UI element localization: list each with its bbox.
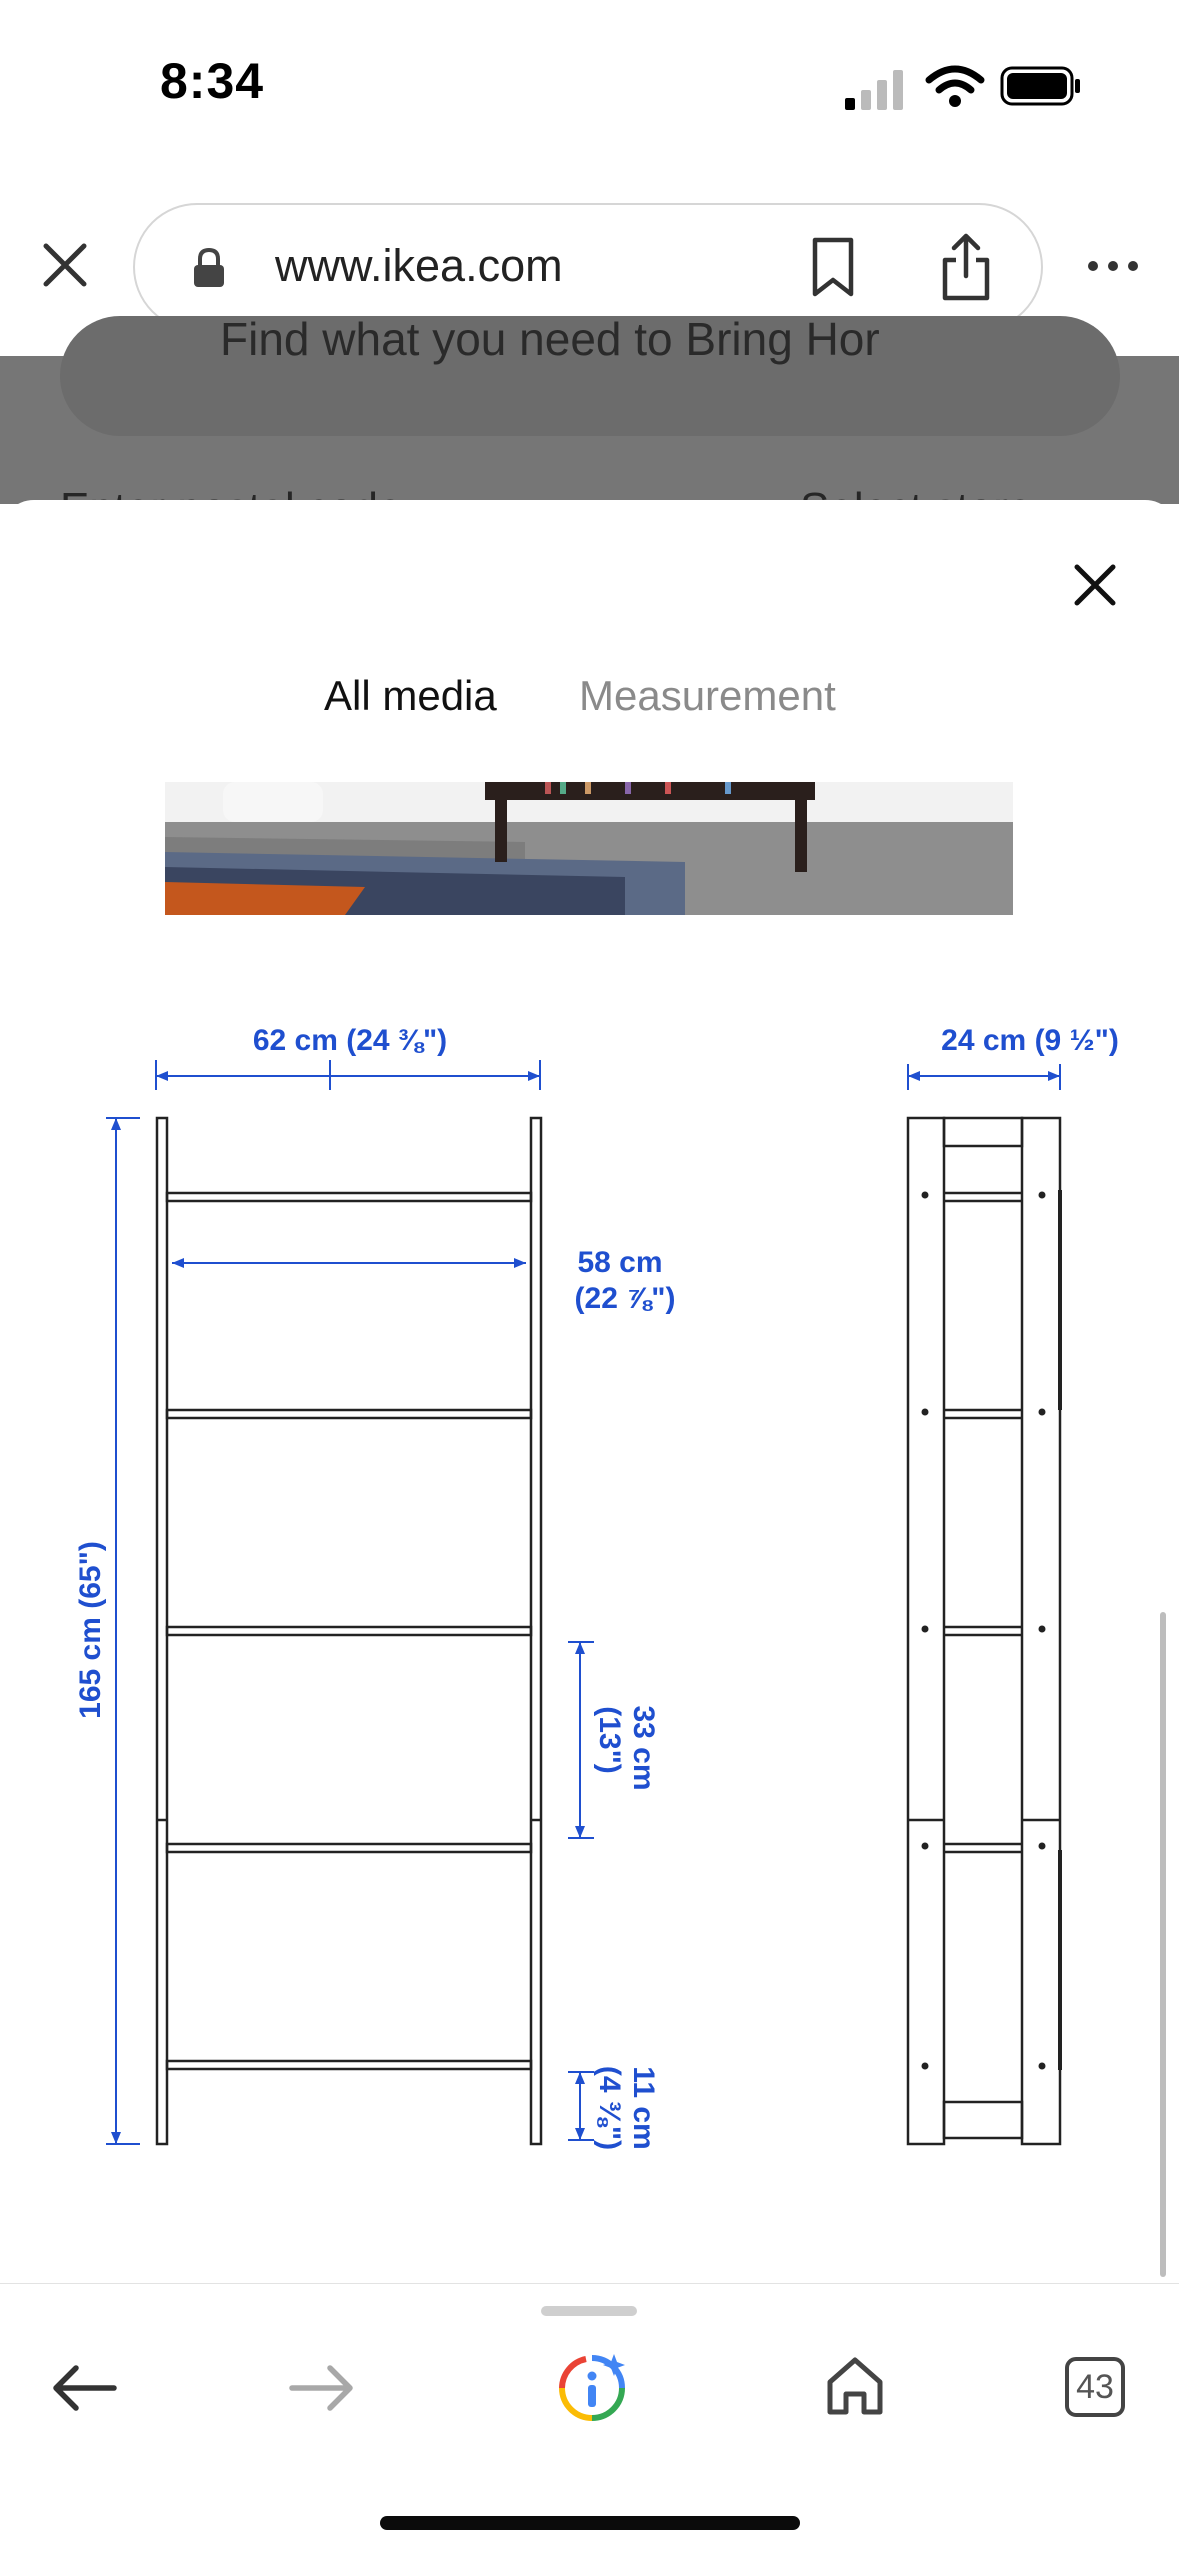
- background-search-bar: [60, 313, 1120, 436]
- back-arrow-icon[interactable]: [48, 2360, 120, 2416]
- height-label: 165 cm (65"): [74, 1541, 107, 1719]
- home-icon[interactable]: [824, 2354, 886, 2418]
- background-page-overlay: [0, 313, 1179, 504]
- battery-icon: [1000, 66, 1082, 106]
- lock-icon: [192, 247, 226, 289]
- bottom-gap-label-in: (4 ⅜"): [593, 2065, 626, 2151]
- measurement-drawing: [60, 1010, 1160, 2180]
- tab-all-media[interactable]: All media: [324, 672, 497, 719]
- bottom-gap-dimension: [568, 2072, 594, 2140]
- scrollbar-thumb[interactable]: [1160, 1612, 1166, 2277]
- google-lens-info-icon[interactable]: [556, 2352, 628, 2424]
- status-time: 8:34: [160, 53, 265, 109]
- home-indicator: [380, 2516, 800, 2530]
- inner-width-label-in: (22 ⅞"): [574, 1282, 676, 1315]
- depth-dimension: [908, 1064, 1060, 1090]
- width-label: 62 cm (24 ⅜"): [252, 1024, 448, 1057]
- depth-label: 24 cm (9 ½"): [941, 1024, 1119, 1057]
- inner-width-dimension: [172, 1258, 526, 1268]
- cellular-signal-icon: [845, 70, 905, 110]
- toolbar-drag-handle[interactable]: [541, 2306, 637, 2316]
- front-view: [157, 1118, 541, 2144]
- close-tab-icon[interactable]: [40, 240, 90, 290]
- forward-arrow-icon[interactable]: [286, 2360, 358, 2416]
- url-text[interactable]: www.ikea.com: [275, 240, 563, 291]
- side-view: [908, 1118, 1060, 2144]
- wifi-icon: [925, 64, 985, 108]
- shelf-gap-label-in: (13"): [593, 1706, 626, 1774]
- tab-count: 43: [1076, 2368, 1114, 2406]
- share-icon[interactable]: [940, 232, 992, 302]
- product-photo[interactable]: [165, 782, 1013, 915]
- bookmark-icon[interactable]: [810, 236, 856, 298]
- more-options-icon[interactable]: [1085, 258, 1141, 274]
- close-sheet-icon[interactable]: [1072, 562, 1118, 608]
- inner-width-label-cm: 58 cm: [577, 1246, 663, 1279]
- height-dimension: [106, 1118, 140, 2144]
- shelf-gap-label-cm: 33 cm: [627, 1705, 660, 1791]
- width-dimension: [156, 1060, 540, 1090]
- side-view-screws: [922, 1192, 1046, 2070]
- shelf-gap-dimension: [568, 1642, 594, 1838]
- background-search-placeholder: Find what you need to Bring Hor: [220, 313, 880, 365]
- bottom-gap-label-cm: 11 cm: [627, 2066, 660, 2150]
- tab-measurement[interactable]: Measurement: [579, 672, 836, 719]
